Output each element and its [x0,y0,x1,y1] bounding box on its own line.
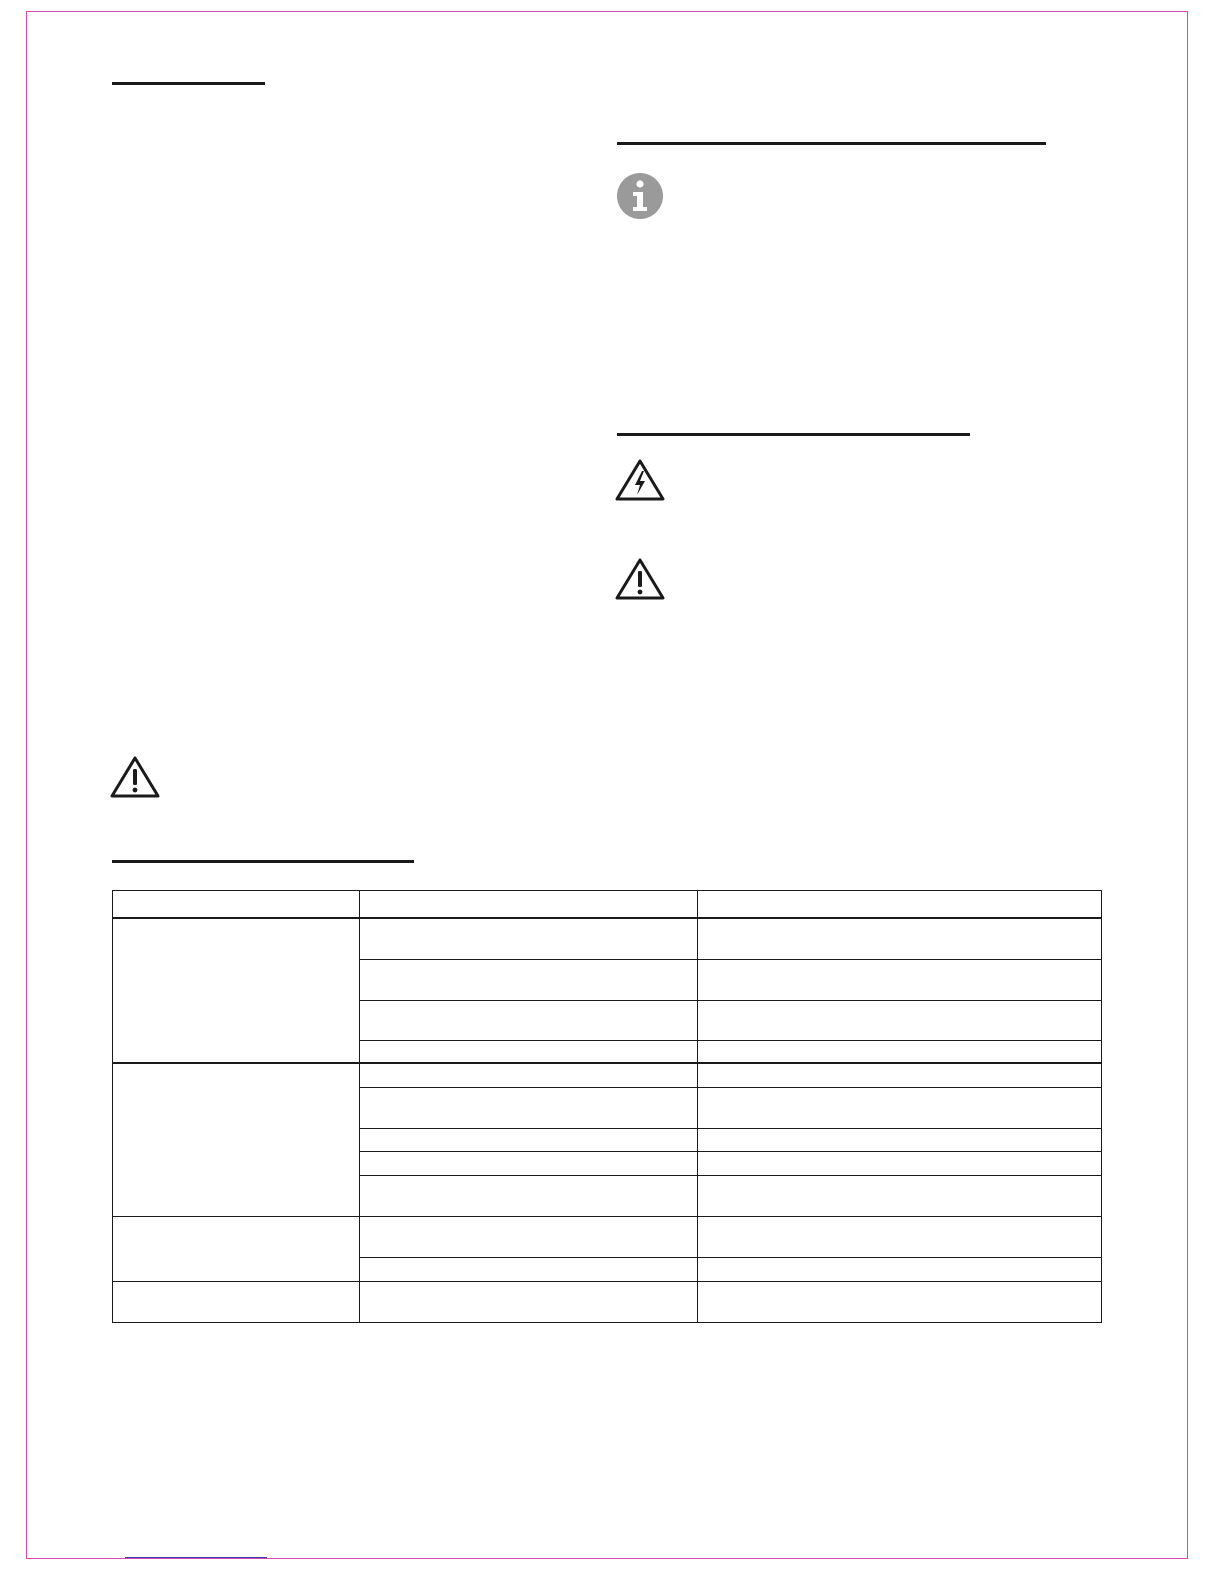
table-cell-solution [698,1257,1102,1281]
table-cell-cause [360,959,698,1000]
table-cell-solution [698,1151,1102,1175]
info-icon [616,172,664,225]
table-row [113,918,1102,959]
page-frame [26,11,1188,1559]
caution-icon [110,756,160,803]
table-cell-problem [113,1063,360,1216]
table-header-row [113,891,1102,919]
section-heading-rule [112,860,414,863]
table-cell-cause [360,1040,698,1063]
table-header-cell [698,891,1102,919]
table-cell-solution [698,1175,1102,1216]
table-cell-solution [698,959,1102,1000]
table-row [113,1216,1102,1257]
section-heading-rule [617,433,970,436]
table-row [113,1281,1102,1322]
table-cell-solution [698,1063,1102,1087]
table-cell-cause [360,1087,698,1128]
table-cell-solution [698,1281,1102,1322]
table-cell-cause [360,1175,698,1216]
table-cell-problem [113,918,360,1063]
table-cell-cause [360,1281,698,1322]
table-cell-solution [698,1128,1102,1151]
table-cell-solution [698,1040,1102,1063]
section-heading-rule [112,82,265,85]
table-cell-cause [360,918,698,959]
troubleshooting-table [112,890,1102,1323]
section-heading-rule [617,142,1046,145]
table-cell-cause [360,1151,698,1175]
table-cell-cause [360,1216,698,1257]
table-cell-cause [360,1063,698,1087]
table-cell-problem [113,1216,360,1281]
table-cell-problem [113,1281,360,1322]
table-cell-cause [360,1000,698,1040]
caution-icon [615,558,665,605]
table-cell-solution [698,918,1102,959]
table-cell-cause [360,1257,698,1281]
footer-link-underline [125,1557,267,1558]
table-cell-solution [698,1216,1102,1257]
high-voltage-warning-icon [615,459,665,506]
table-header-cell [360,891,698,919]
table-cell-cause [360,1128,698,1151]
table-cell-solution [698,1000,1102,1040]
table-row [113,1063,1102,1087]
table-header-cell [113,891,360,919]
table-cell-solution [698,1087,1102,1128]
